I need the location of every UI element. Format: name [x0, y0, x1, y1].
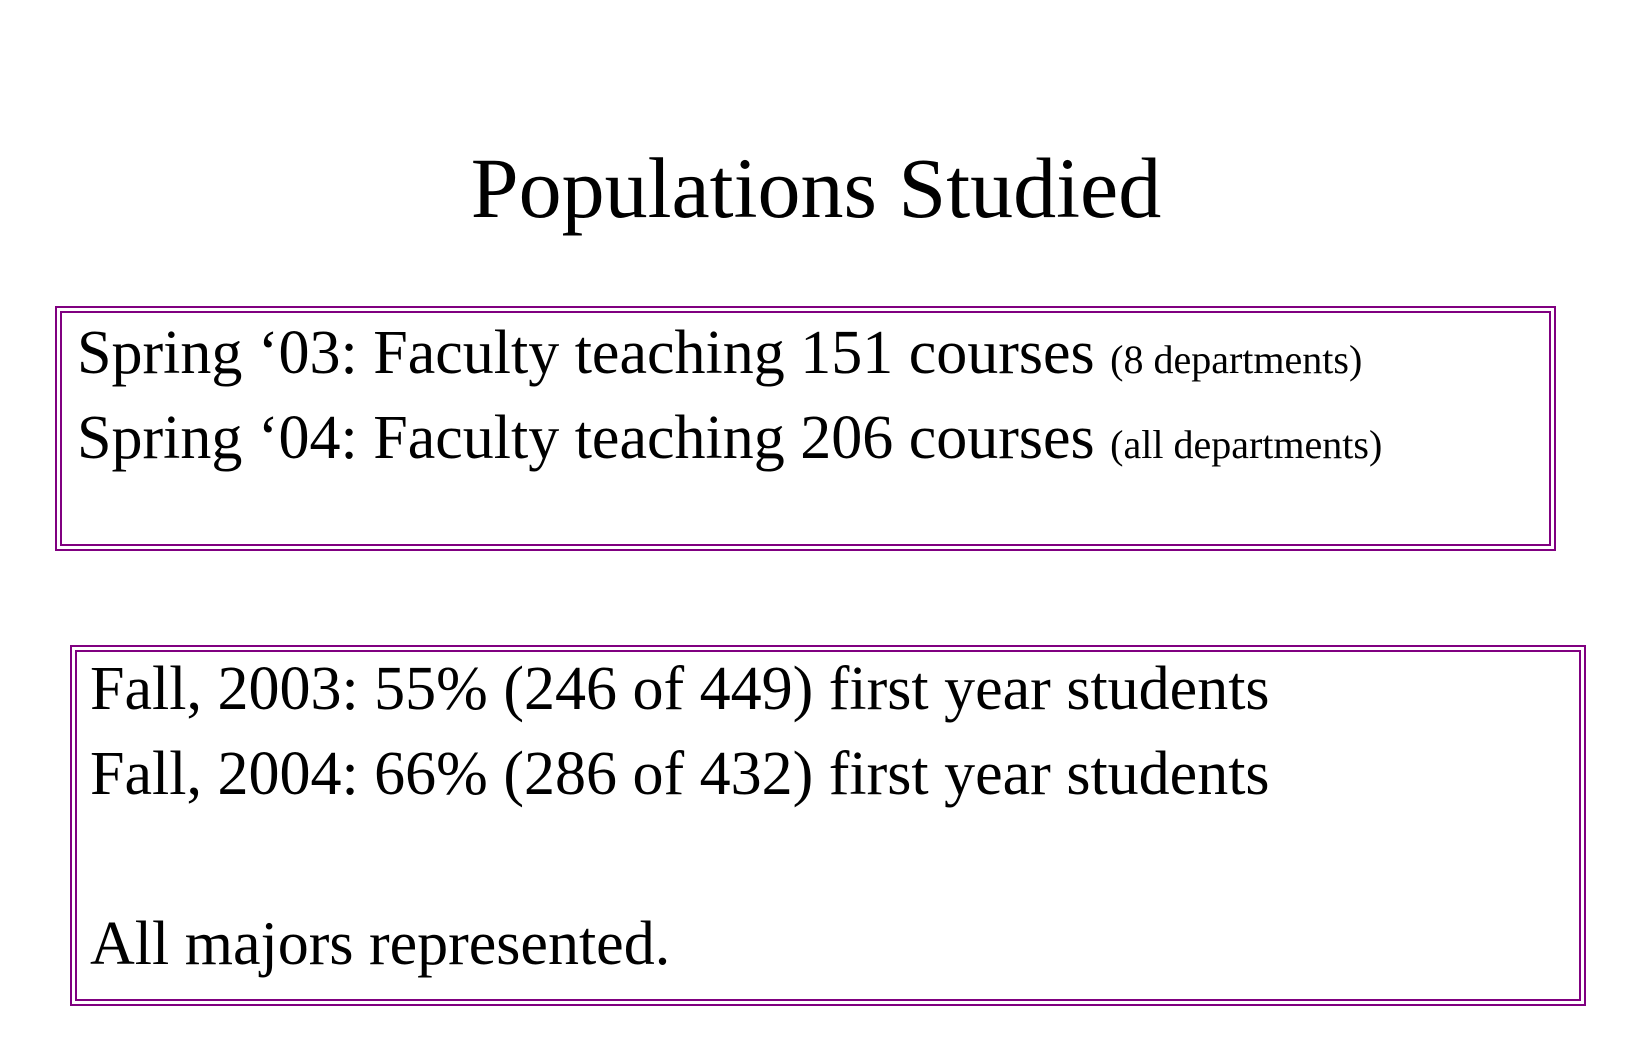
students-line-majors: All majors represented.: [90, 910, 671, 978]
faculty-line-text: Spring ‘03: Faculty teaching 151 courses: [77, 319, 1111, 387]
students-line-fall-2003: Fall, 2003: 55% (246 of 449) first year students: [90, 655, 1270, 723]
faculty-line-note: (8 departments): [1110, 337, 1363, 382]
faculty-box: [55, 306, 1556, 551]
faculty-line-note: (all departments): [1110, 422, 1383, 467]
faculty-line-text: Spring ‘04: Faculty teaching 206 courses: [77, 404, 1111, 472]
students-line-fall-2004: Fall, 2004: 66% (286 of 432) first year students: [90, 740, 1270, 808]
faculty-line-spring-04: [77, 403, 1382, 480]
slide-title: Populations Studied: [470, 140, 1162, 236]
students-box: [70, 645, 1586, 1006]
faculty-line-spring-03: [77, 318, 1362, 395]
